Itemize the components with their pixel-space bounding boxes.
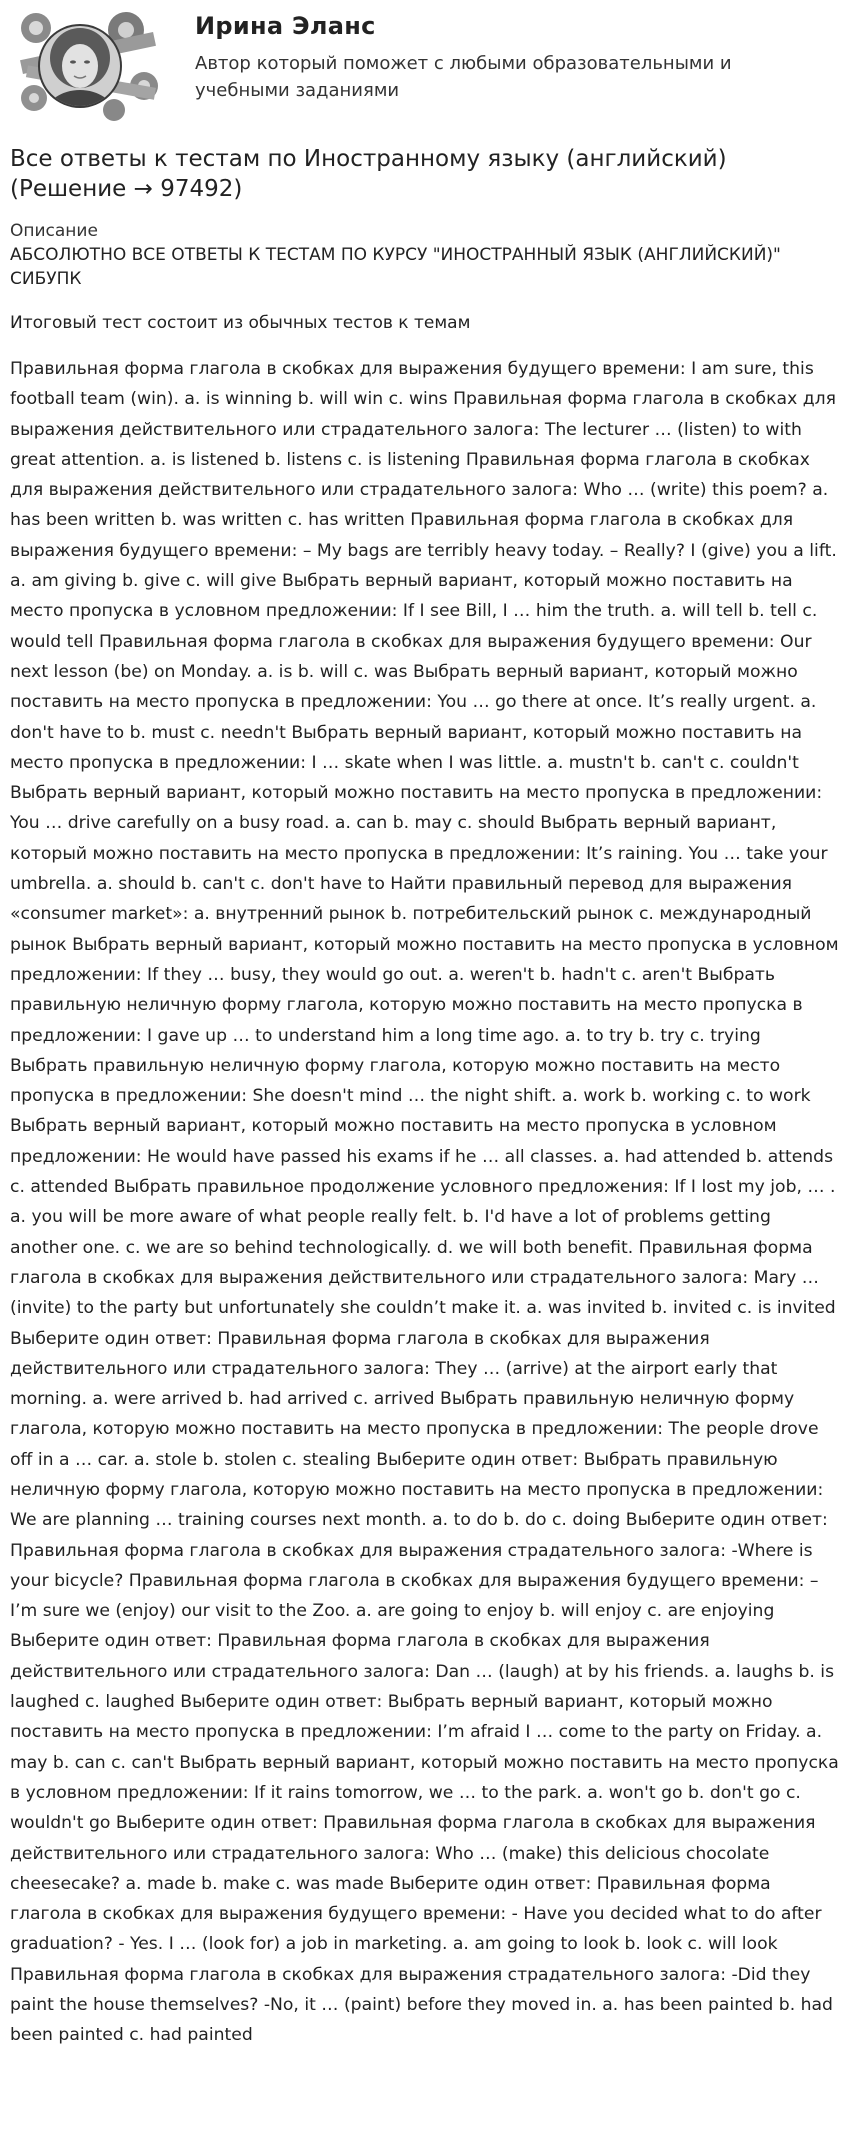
description-label: Описание [10, 221, 98, 241]
author-description: Автор который поможет с любыми образовательными и учебными заданиями [195, 53, 732, 101]
author-name[interactable]: Ирина Эланс [195, 12, 376, 40]
description-text: АБСОЛЮТНО ВСЕ ОТВЕТЫ К ТЕСТАМ ПО КУРСУ "ИНОСТРАННЫЙ ЯЗЫК (АНГЛИЙСКИЙ)" СИБУПК [10, 245, 781, 289]
author-avatar-icon [16, 6, 160, 124]
intro-text: Итоговый тест состоит из обычных тестов к темам [10, 313, 471, 333]
page-title: Все ответы к тестам по Иностранному языку (английский) (Решение → 97492) [10, 146, 727, 202]
author-card [10, 0, 837, 130]
document-content: Правильная форма глагола в скобках для выражения будущего времени: I am sure, this football team (win). a. is winning b. will win c. wins Правильная форма глагола в скобках для выражения действительного или страдательного залога: The lecturer … (listen) to with great attention. a. is listened b. listens c. is listening Правильная форма глагола в скобках для выражения действительного или страдательного залога: Who … (write) this poem? a. has been written b. was written c. has written Правильная форма глагола в скобках для выражения будущего времени: – My bags are terribly heavy today. – Really? I (give) you a lift. a. am giving b. give c. will give Выбрать верный вариант, который можно поставить на место пропуска в условном предложении: If I see Bill, I … him the truth. a. will tell b. tell c. would tell Правильная форма глагола в скобках для выражения будущего времени: Our next lesson (be) on Monday. a. is b. will c. was Выбрать верный вариант, который можно поставить на место пропуска в предложении: You … go there at once. It’s really urgent. a. don't have to b. must c. needn't Выбрать верный вариант, который можно поставить на место пропуска в предложении: I … skate when I was little. a. mustn't b. can't c. couldn't Выбрать верный вариант, который можно поставить на место пропуска в предложении: You … drive carefully on a busy road. a. can b. may c. should Выбрать верный вариант, который можно поставить на место пропуска в предложении: It’s raining. You … take your umbrella. a. should b. can't c. don't have to Найти правильный перевод для выражения «consumer market»: a. внутренний рынок b. потребительский рынок c. международный рынок Выбрать верный вариант, который можно поставить на место пропуска в условном предложении: If they … busy, they would go out. a. weren't b. hadn't c. aren't Выбрать правильную неличную форму глагола, которую можно поставить на место пропуска в предложении: I gave up … to understand him a long time ago. a. to try b. try c. trying Выбрать правильную неличную форму глагола, которую можно поставить на место пропуска в предложении: She doesn't mind … the night shift. a. work b. working c. to work Выбрать верный вариант, который можно поставить на место пропуска в условном предложении: He would have passed his exams if he … all classes. a. had attended b. attends c. attended Выбрать правильное продолжение условного предложения: If I lost my job, … . a. you will be more aware of what people really felt. b. I'd have a lot of problems getting another one. c. we are so behind technologically. d. we will both benefit. Правильная форма глагола в скобках для выражения действительного или страдательного залога: Mary … (invite) to the party but unfortunately she couldn’t make it. a. was invited b. invited c. is invited Выберите один ответ: Правильная форма глагола в скобках для выражения действительного или страдательного залога: They … (arrive) at the airport early that morning. a. were arrived b. had arrived c. arrived Выбрать правильную неличную форму глагола, которую можно поставить на место пропуска в предложении: The people drove off in a … car. a. stole b. stolen c. stealing Выберите один ответ: Выбрать правильную неличную форму глагола, которую можно поставить на место пропуска в предложении: We are planning … training courses next month. a. to do b. do c. doing Выберите один ответ: Правильная форма глагола в скобках для выражения страдательного залога: -Where is your bicycle? Правильная форма глагола в скобках для выражения будущего времени: – I’m sure we (enjoy) our visit to the Zoo. a. are going to enjoy b. will enjoy c. are enjoying Выберите один ответ: Правильная форма глагола в скобках для выражения действительного или страдательного залога: Dan … (laugh) at by his friends. a. laughs b. is laughed c. laughed Выберите один ответ: Выбрать верный вариант, который можно поставить на место пропуска в предложении: I’m afraid I … come to the party on Friday. a. may b. can c. can't Выбрать верный вариант, который можно поставить на место пропуска в условном предложении: If it rains tomorrow, we … to the park. a. won't go b. don't go c. wouldn't go Выберите один ответ: Правильная форма глагола в скобках для выражения действительного или страдательного залога: Who … (make) this delicious chocolate cheesecake? a. made b. make c. was made Выберите один ответ: Правильная форма глагола в скобках для выражения будущего времени: - Have you decided what to do after graduation? - Yes. I … (look for) a job in marketing. a. am going to look b. look c. will look Правильная форма глагола в скобках для выражения страдательного залога: -Did they paint the house themselves? -No, it … (paint) before they moved in. a. has been painted b. had been painted c. had painted [10, 359, 839, 2046]
